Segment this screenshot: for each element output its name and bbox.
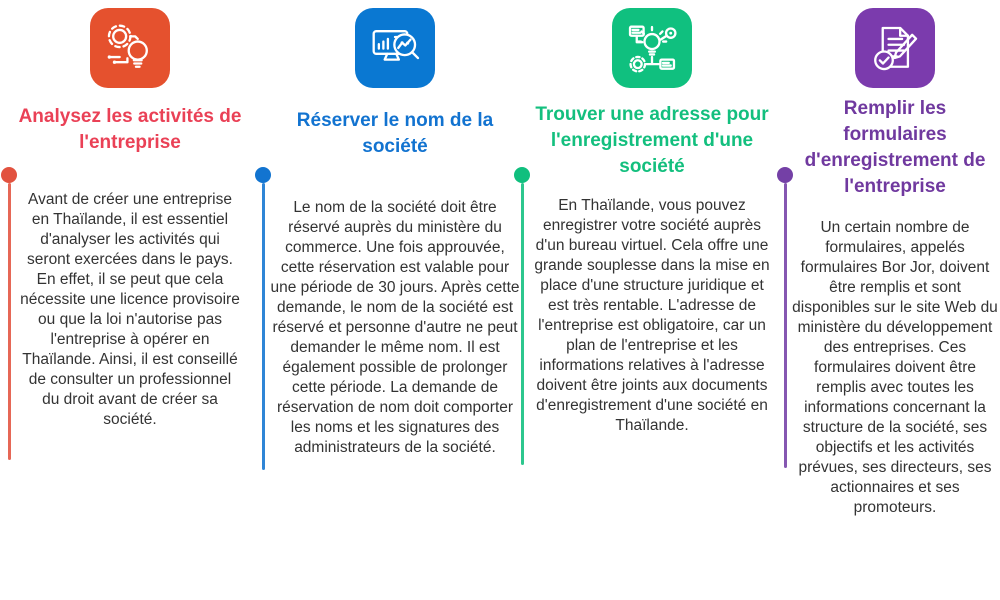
step-column-fill-forms [776,0,1000,600]
timeline-dot [255,167,271,183]
step-description: Le nom de la société doit être réservé auprès du ministère du commerce. Une fois approuvée, cette réservation est valable pour une période de 30 jours. Après cette demande, le nom de la société est réservé et personne d'autre ne peut demander le même nom. Il est également possible de prolonger cette période. La demande de réservation de nom doit comporter les noms et les signatures des administrateurs de la société. [270,199,520,456]
timeline-rail [777,167,793,468]
step-description: En Thaïlande, vous pouvez enregistrer votre société auprès d'un bureau virtuel. Cela offre une grande souplesse dans la mise en place d'une structure juridique et est très rentable. L'adresse de l'entreprise est obligatoire, car un plan de l'entreprise et les informations relatives à l'adresse doivent être joints aux documents d'enregistrement d'une société en Thaïlande. [534,197,770,434]
step-description: Avant de créer une entreprise en Thaïlande, il est essentiel d'analyser les activités qui seront exercées dans le pays. En effet, il se peut que cela nécessite une licence provisoire ou que la loi n'autorise pas l'entreprise à opérer en Thaïlande. Ainsi, il est conseillé de consulter un professionnel du droit avant de créer sa société. [20,191,240,428]
step-title: Remplir les formulaires d'enregistrement de l'entreprise [804,98,986,197]
timeline-rail [1,167,17,460]
step-title: Trouver une adresse pour l'enregistrement d'une société [535,104,769,177]
gear-circuit-lightbulb-icon [90,8,170,88]
timeline-line [784,183,787,468]
timeline-rail [514,167,530,465]
idea-network-gear-icon [612,8,692,88]
step-content [533,8,771,436]
step-column-find-address [513,0,775,600]
timeline-dot [1,167,17,183]
timeline-dot [777,167,793,183]
step-description: Un certain nombre de formulaires, appelés formulaires Bor Jor, doivent être remplis et sont disponibles sur le site Web du ministère du développement des entreprises. Ces formulaires doivent être remplis avec toutes les informations concernant la structure de la société, ses objectifs et les activités prévues, ses directeurs, ses actionnaires et ses promoteurs. [792,219,998,516]
timeline-dot [514,167,530,183]
step-title: Réserver le nom de la société [296,110,494,157]
timeline-line [521,183,524,465]
step-content [792,8,998,518]
timeline-line [262,183,265,470]
step-content [18,8,242,430]
step-column-analyze-activities [0,0,248,600]
step-column-reserve-name [254,0,522,600]
timeline-line [8,183,11,460]
timeline-rail [255,167,271,470]
step-title: Analysez les activités de l'entreprise [18,106,242,153]
form-pencil-check-icon [855,8,935,88]
step-content [270,8,520,458]
monitor-chart-magnifier-icon [355,8,435,88]
